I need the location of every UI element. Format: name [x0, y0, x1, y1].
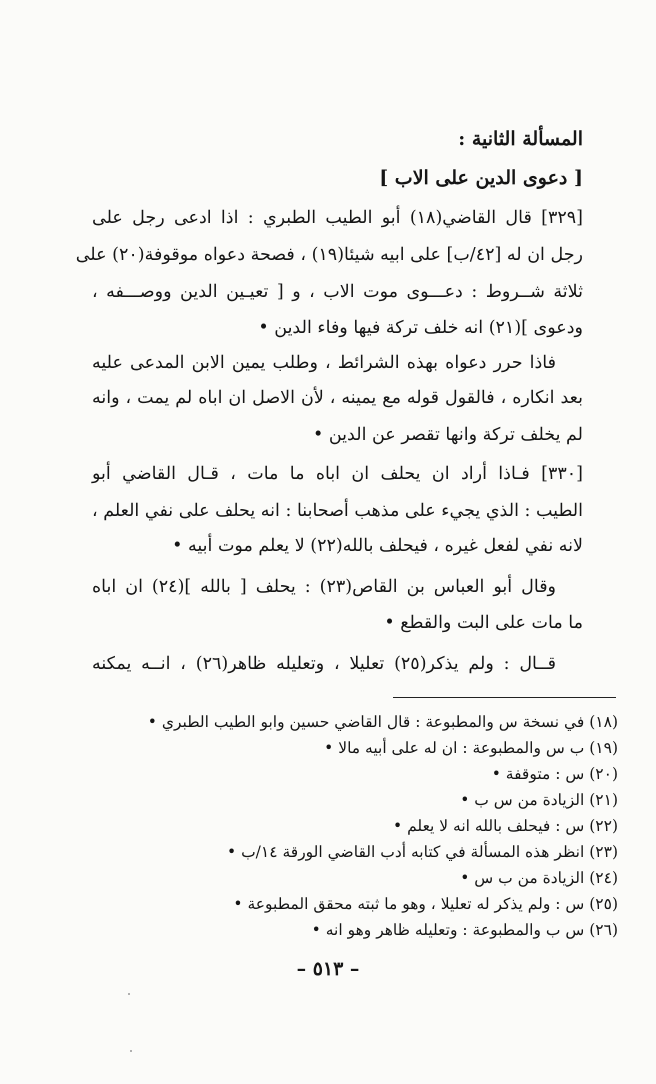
- paragraph-line: ما مات على البت والقطع •: [384, 613, 583, 633]
- scan-speck: [130, 1050, 132, 1052]
- scan-speck: [128, 993, 130, 995]
- paragraph-line: الطيب : الذي يجيء على مذهب أصحابنا : انه يحلف على نفي العلم ،: [92, 501, 583, 521]
- paragraph-line: لانه نفي لفعل غيره ، فيحلف بالله(٢٢) لا يعلم موت أبيه •: [172, 536, 583, 556]
- paragraph-line: لم يخلف تركة وانها تقصر عن الدين •: [312, 425, 583, 445]
- footnote: (٢٥) س : ولم يذكر له تعليلا ، وهو ما ثبته محقق المطبوعة •: [233, 895, 618, 913]
- footnote: (٢١) الزيادة من س ب •: [460, 791, 618, 809]
- paragraph-line: وقال أبو العباس بن القاص(٢٣) : يحلف [ بالله ](٢٤) ان اباه: [92, 577, 557, 597]
- paragraph-line: [٣٣٠] فـاذا أراد ان يحلف ان اباه ما مات ، قـال القاضي أبو: [92, 464, 583, 484]
- paragraph-line: رجل ان له [٤٢/ب] على ابيه شيئا(١٩) ، فصحة دعواه موقوفة(٢٠) على: [75, 245, 583, 265]
- footnote: (٢٢) س : فيحلف بالله انه لا يعلم •: [393, 817, 618, 835]
- topic-heading: [ دعوى الدين على الاب ]: [379, 167, 583, 189]
- paragraph-line: [٣٢٩] قال القاضي(١٨) أبو الطيب الطبري : اذا ادعى رجل على: [92, 208, 583, 228]
- footnote: (١٩) ب س والمطبوعة : ان له على أبيه مالا •: [324, 739, 618, 757]
- footnote: (٢٣) انظر هذه المسألة في كتابه أدب القاضي الورقة ١٤/ب •: [227, 843, 618, 861]
- footnote: (٢٦) س ب والمطبوعة : وتعليله ظاهر وهو انه •: [311, 921, 618, 939]
- footnote: (٢٠) س : متوقفة •: [491, 765, 618, 783]
- paragraph-line: ودعوى ](٢١) انه خلف تركة فيها وفاء الدين •: [258, 318, 583, 338]
- paragraph-line: فاذا حرر دعواه بهذه الشرائط ، وطلب يمين الابن المدعى عليه: [92, 353, 556, 373]
- page-number: – ٥١٣ –: [296, 958, 360, 980]
- footnote: (٢٤) الزيادة من ب س •: [460, 869, 618, 887]
- footnote: (١٨) في نسخة س والمطبوعة : قال القاضي حسين وابو الطيب الطبري •: [147, 713, 618, 731]
- paragraph-line: ثلاثة شــروط : دعـــوى موت الاب ، و [ تعيـين الدين ووصـــفه ،: [92, 282, 583, 302]
- paragraph-line: قــال : ولم يذكر(٢٥) تعليلا ، وتعليله ظاهر(٢٦) ، انــه يمكنه: [92, 654, 556, 674]
- issue-heading: المسألة الثانية :: [458, 128, 583, 150]
- paragraph-line: بعد انكاره ، فالقول قوله مع يمينه ، لأن الاصل ان اباه لم يمت ، وانه: [92, 388, 583, 408]
- footnote-divider: [393, 697, 616, 698]
